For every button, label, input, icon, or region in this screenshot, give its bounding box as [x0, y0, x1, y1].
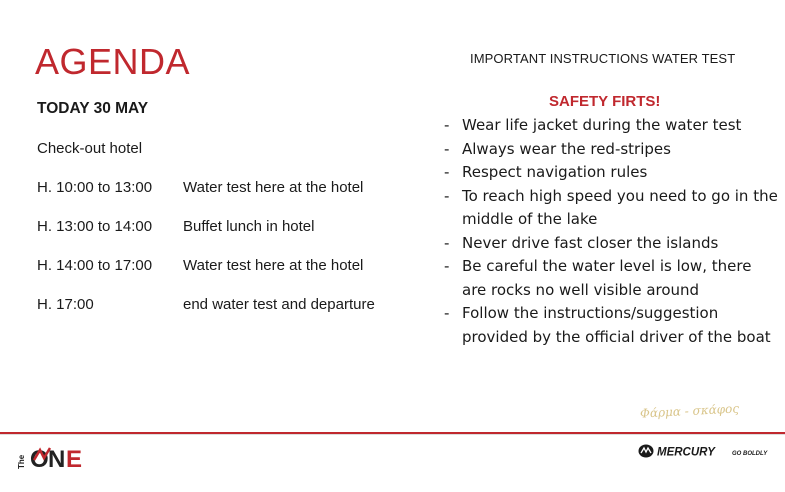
- mercury-tagline: GO BOLDLY: [732, 451, 768, 457]
- list-item: - Wear life jacket during the water test: [444, 114, 779, 138]
- list-item: - Be careful the water level is low, there are rocks no well visible around: [444, 255, 779, 302]
- instructions-list: [444, 114, 779, 349]
- mercury-wordmark: MERCURY: [657, 446, 715, 459]
- schedule-desc: end water test and departure: [183, 296, 375, 313]
- checkout-item: Check-out hotel: [37, 140, 143, 157]
- list-item: - Never drive fast closer the islands: [444, 232, 779, 256]
- schedule-row: [37, 257, 363, 274]
- svg-text:N: N: [48, 446, 66, 473]
- schedule-row: [37, 296, 375, 313]
- agenda-date: TODAY 30 MAY: [37, 100, 149, 117]
- handwritten-note: Φάρμα - σκάφος: [639, 401, 740, 421]
- schedule-time: H. 10:00 to 13:00: [37, 179, 153, 196]
- schedule-time: H. 17:00: [37, 296, 94, 313]
- list-item: - Respect navigation rules: [444, 161, 779, 185]
- svg-text:E: E: [66, 446, 83, 473]
- schedule-desc: Water test here at the hotel: [183, 257, 364, 274]
- list-item: - Follow the instructions/suggestion provided by the official driver of the boat: [444, 302, 779, 349]
- agenda-title: AGENDA: [35, 41, 191, 82]
- list-item: - Always wear the red-stripes: [444, 138, 779, 162]
- schedule-desc: Water test here at the hotel: [183, 179, 364, 196]
- schedule-desc: Buffet lunch in hotel: [183, 218, 315, 235]
- schedule-row: [37, 179, 363, 196]
- list-item: - To reach high speed you need to go in the middle of the lake: [444, 185, 779, 232]
- svg-text:The: The: [17, 454, 26, 469]
- safety-heading: SAFETY FIRTS!: [549, 93, 661, 110]
- the-one-logo: [18, 442, 98, 472]
- schedule-time: H. 13:00 to 14:00: [37, 218, 153, 235]
- footer-divider-shadow: [0, 434, 785, 435]
- instructions-title: IMPORTANT INSTRUCTIONS WATER TEST: [470, 51, 736, 66]
- schedule-row: [37, 218, 314, 235]
- svg-text:O: O: [30, 446, 49, 473]
- schedule-time: H. 14:00 to 17:00: [37, 257, 153, 274]
- mercury-logo: [638, 443, 773, 459]
